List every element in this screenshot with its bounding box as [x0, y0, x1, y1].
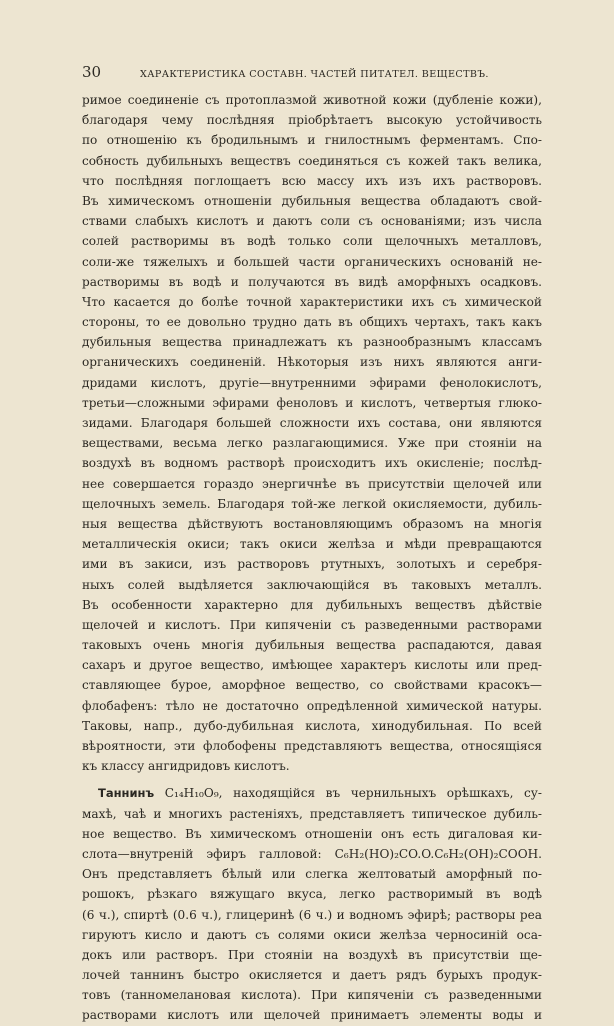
- paragraph-line: собность дубильныхъ веществъ соединяться съ кожей такъ велика,: [82, 153, 542, 168]
- paragraph-line: Въ особенности характерно для дубильныхъ веществъ дѣйствіе: [82, 597, 542, 612]
- paragraph-line: ныхъ солей выдѣляется заключающійся въ таковыхъ металлъ.: [82, 577, 542, 592]
- paragraph-line: [82, 783, 542, 803]
- paragraph-line: Что касается до болѣе точной характеристики ихъ съ химической: [82, 294, 542, 309]
- page-number: 30: [82, 63, 102, 81]
- paragraph-2: [82, 783, 542, 1025]
- paragraph-line: растворимы въ водѣ и получаются въ видѣ аморфныхъ осадковъ.: [82, 274, 542, 289]
- paragraph-line: слота—внутреній эфиръ галловой: C₆H₂(HO)₂CO.O.C₆H₂(OH)₂COOH.: [82, 846, 542, 861]
- paragraph-line: щелочныхъ земель. Благодаря той-же легкой окисляемости, дубиль-: [82, 496, 542, 511]
- paragraph-1: [82, 90, 542, 776]
- body-text: [82, 90, 542, 1026]
- paragraph-line: металлическія окиси; такъ окиси желѣза и мѣди превращаются: [82, 537, 542, 552]
- paragraph-line: по отношенію къ бродильнымъ и гнилостнымъ ферментамъ. Спо-: [82, 133, 542, 148]
- term-tannin: Таннинъ: [98, 786, 155, 801]
- running-head: ХАРАКТЕРИСТИКА СОСТАВН. ЧАСТЕЙ ПИТАТЕЛ. ВЕЩЕСТВЪ.: [140, 69, 489, 80]
- paragraph-line: дубильныя вещества принадлежатъ къ разнообразнымъ классамъ: [82, 335, 542, 350]
- paragraph-line: Таковы, напр., дубо-дубильная кислота, хинодубильная. По всей: [82, 718, 542, 733]
- paragraph-line: стороны, то ее довольно трудно дать въ общихъ чертахъ, такъ какъ: [82, 315, 542, 330]
- paragraph-line: флобафенъ: тѣло не достаточно опредѣленной химической натуры.: [82, 698, 542, 713]
- paragraph-line: Онъ представляетъ бѣлый или слегка желтоватый аморфный по-: [82, 867, 542, 882]
- paragraph-line: таковыхъ очень многія дубильныя вещества распадаются, давая: [82, 638, 542, 653]
- paragraph-line: веществами, весьма легко разлагающимися. Уже при стояніи на: [82, 436, 542, 451]
- page-header: [82, 63, 542, 81]
- paragraph-line: Въ химическомъ отношеніи дубильныя вещества обладаютъ свой-: [82, 193, 542, 208]
- paragraph-line: ствами слабыхъ кислотъ и даютъ соли съ основаніями; изъ числа: [82, 214, 542, 229]
- paragraph-line: римое соединеніе съ протоплазмой животной кожи (дубленіе кожи),: [82, 93, 542, 107]
- paragraph-line: докъ или растворъ. При стояніи на воздухѣ въ присутствіи ще-: [82, 947, 542, 962]
- paragraph-line: соли-же тяжелыхъ и большей части органическихъ основаній не-: [82, 254, 542, 269]
- paragraph-line: ное вещество. Въ химическомъ отношеніи онъ есть дигаловая ки-: [82, 826, 542, 841]
- paragraph-line: гируютъ кисло и даютъ съ солями окиси желѣза черносиній оса-: [82, 927, 542, 942]
- paragraph-line: растворами кислотъ или щелочей принимаетъ элементы воды и: [82, 1008, 542, 1023]
- paragraph-line: ставляющее бурое, аморфное вещество, со свойствами красокъ—: [82, 678, 542, 693]
- paragraph-line: дридами кислотъ, другіе—внутренними эфирами фенолокислотъ,: [82, 375, 542, 390]
- paragraph-line: воздухѣ въ водномъ растворѣ происходитъ ихъ окисленіе; послѣд-: [82, 456, 542, 471]
- paragraph-line: что послѣдняя поглощаетъ всю массу ихъ изъ ихъ растворовъ.: [82, 173, 542, 188]
- paragraph-line: вѣроятности, эти флобофены представляютъ вещества, относящіяся: [82, 739, 542, 753]
- paragraph-line: щелочей и кислотъ. При кипяченіи съ разведенными растворами: [82, 617, 542, 632]
- paragraph-line: ныя вещества дѣйствуютъ востановляющимъ образомъ на многія: [82, 516, 542, 531]
- paragraph-line: благодаря чему послѣдняя пріобрѣтаетъ высокую устойчивость: [82, 113, 542, 128]
- paragraph-line: ими въ закиси, изъ растворовъ ртутныхъ, золотыхъ и серебря-: [82, 557, 542, 572]
- paragraph-line: (6 ч.), спиртѣ (0.6 ч.), глицеринѣ (6 ч.) и водномъ эфирѣ; растворы реа: [82, 907, 542, 922]
- paragraph-line: къ классу ангидридовъ кислотъ.: [82, 759, 290, 774]
- formula-line: C₁₄H₁₀O₉, находящійся въ чернильныхъ орѣшкахъ, су-: [154, 786, 542, 801]
- paragraph-line: лочей таннинъ быстро окисляется и даетъ рядъ бурыхъ продук-: [82, 968, 542, 983]
- paragraph-line: рошокъ, рѣзкаго вяжущаго вкуса, легко растворимый въ водѣ: [82, 887, 542, 902]
- paragraph-line: солей растворимы въ водѣ только соли щелочныхъ металловъ,: [82, 234, 542, 249]
- paragraph-line: третьи—сложными эфирами феноловъ и кислотъ, четвертыя глюко-: [82, 395, 542, 410]
- paragraph-line: махѣ, чаѣ и многихъ растеніяхъ, представляетъ типическое дубиль-: [82, 806, 542, 821]
- paragraph-line: органическихъ соединеній. Нѣкоторыя изъ нихъ являются анги-: [82, 355, 542, 370]
- paragraph-line: сахаръ и другое вещество, имѣющее характеръ кислоты или пред-: [82, 658, 542, 673]
- paragraph-line: зидами. Благодаря большей сложности ихъ состава, они являются: [82, 416, 542, 430]
- paragraph-line: товъ (танномелановая кислота). При кипяченіи съ разведенными: [82, 988, 542, 1003]
- paragraph-line: нее совершается гораздо энергичнѣе въ присутствіи щелочей или: [82, 476, 542, 491]
